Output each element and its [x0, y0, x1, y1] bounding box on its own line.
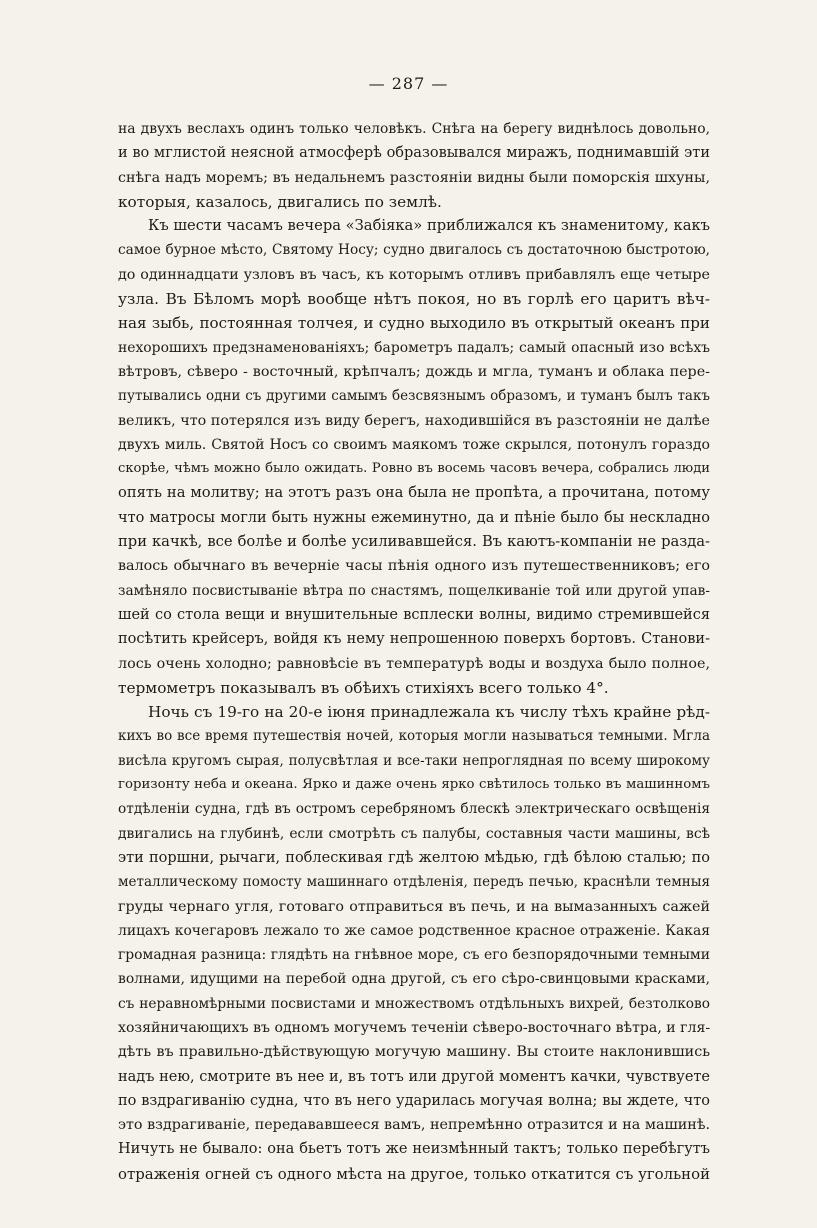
paragraph-start-line: Ночь съ 19-го на 20-е іюня принадлежала къ числу тѣхъ крайне рѣд- — [148, 703, 710, 722]
text-line — [118, 1186, 710, 1210]
text-line: шей со стола вещи и внушительные всплески волны, видимо стремившейся — [118, 606, 710, 623]
text-line: висѣла кругомъ сырая, полусвѣтлая и все-таки непроглядная по всему широкому — [118, 752, 710, 769]
text-line: по вздрагиванію судна, что въ него ударилась могучая волна; вы ждете, что — [118, 1092, 710, 1109]
text-line: волнами, идущими на перебой одна другой, съ его сѣро-свинцовыми красками, — [118, 971, 710, 988]
body-text — [118, 117, 710, 1210]
text-line: на двухъ веслахъ одинъ только человѣкъ. Снѣга на берегу виднѣлось довольно, — [118, 121, 710, 137]
text-line: замѣняло посвистываніе вѣтра по снастямъ, пощелкиваніе той или другой упав- — [118, 582, 710, 599]
text-line: валось обычнаго въ вечерніе часы пѣнія одного изъ путешественниковъ; его — [118, 558, 710, 575]
text-line: скорѣе, чѣмъ можно было ожидать. Ровно въ восемь часовъ вечера, собрались люди — [118, 461, 710, 477]
text-line: при качкѣ, все болѣе и болѣе усиливавшейся. Въ каютъ-компаніи не разда- — [118, 533, 710, 551]
text-line: ная зыбь, постоянная толчея, и судно выходило въ открытый океанъ при — [118, 314, 710, 333]
text-line: вѣтровъ, сѣверо - восточный, крѣпчалъ; дождь и мгла, туманъ и облака пере- — [118, 363, 710, 380]
text-line: съ неравномѣрными посвистами и множествомъ отдѣльныхъ вихрей, безтолково — [118, 995, 710, 1012]
text-line: эти поршни, рычаги, поблескивая гдѣ желтою мѣдью, гдѣ бѣлою сталью; по — [118, 849, 710, 866]
text-line: узла. Въ Бѣломъ морѣ вообще нѣтъ покоя, но въ горлѣ его царитъ вѣч- — [118, 290, 710, 309]
text-line: лось очень холодно; равновѣсіе въ температурѣ воды и воздуха было полное, — [118, 655, 710, 672]
text-line: термометръ показывалъ въ обѣихъ стихіяхъ всего только 4°. — [118, 678, 609, 697]
text-line: это вздрагиваніе, передававшееся вамъ, непремѣнно отразится и на машинѣ. — [118, 1117, 710, 1134]
text-line: металлическому помосту машиннаго отдѣленія, передъ печью, краснѣли темныя — [118, 874, 710, 891]
page-number: — 287 — — [368, 74, 449, 93]
text-line: дѣть въ правильно-дѣйствующую могучую машину. Вы стоите наклонившись — [118, 1044, 710, 1061]
text-line: и во мглистой неясной атмосферѣ образовывался миражъ, поднимавшій эти — [118, 145, 710, 162]
text-line: великъ, что потерялся изъ виду берегъ, находившійся въ разстояніи не далѣе — [118, 412, 710, 429]
text-line: что матросы могли быть нужны ежеминутно, да и пѣніе было бы нескладно — [118, 509, 710, 526]
text-line: груды чернаго угля, готоваго отправиться въ печь, и на вымазанныхъ сажей — [118, 898, 710, 915]
text-line: путывались одни съ другими самымъ безсвязнымъ образомъ, и туманъ былъ такъ — [118, 388, 710, 405]
text-line: хозяйничающихъ въ одномъ могучемъ теченіи сѣверо-восточнаго вѣтра, и гля- — [118, 1019, 710, 1036]
text-line: которыя, казалось, двигались по землѣ. — [118, 192, 442, 211]
text-line: отраженія огней съ одного мѣста на другое, только откатится съ угольной — [118, 1164, 710, 1183]
text-line: отдѣленіи судна, гдѣ въ остромъ серебряномъ блескѣ электрическаго освѣщенія — [118, 801, 710, 818]
text-line: лицахъ кочегаровъ лежало то же самое родственное красное отраженіе. Какая — [118, 922, 710, 939]
text-line: Ничуть не бывало: она бьетъ тотъ же неизмѣнный тактъ; только перебѣгутъ — [118, 1141, 710, 1158]
text-line: двигались на глубинѣ, если смотрѣть съ палубы, составныя части машины, всѣ — [118, 825, 710, 842]
text-line: опять на молитву; на этотъ разъ она была не пропѣта, а прочитана, потому — [118, 484, 710, 502]
text-line: громадная разница: глядѣть на гнѣвное море, съ его безпорядочными темными — [118, 947, 710, 964]
text-line: снѣга надъ моремъ; въ недальнемъ разстояніи видны были поморскія шхуны, — [118, 169, 710, 186]
text-line: самое бурное мѣсто, Святому Носу; судно двигалось съ достаточною быстротою, — [118, 242, 710, 259]
text-line: до одиннадцати узловъ въ часъ, къ которымъ отливъ прибавлялъ еще четыре — [118, 266, 710, 283]
text-line: нехорошихъ предзнаменованіяхъ; барометръ падалъ; самый опасный изо всѣхъ — [118, 339, 710, 356]
text-line: надъ нею, смотрите въ нее и, въ тотъ или другой моментъ качки, чувствуете — [118, 1068, 710, 1085]
text-line: посѣтить крейсеръ, войдя къ нему непрошенною поверхъ бортовъ. Станови- — [118, 631, 710, 648]
text-line: кихъ во все время путешествія ночей, которыя могли называться темными. Мгла — [118, 728, 710, 745]
paragraph-start-line: Къ шести часамъ вечера «Забіяка» приближался къ знаменитому, какъ — [148, 217, 710, 235]
text-line: двухъ миль. Святой Носъ со своимъ маякомъ тоже скрылся, потонулъ гораздо — [118, 436, 710, 453]
text-line: горизонту неба и океана. Ярко и даже очень ярко свѣтилось только въ машинномъ — [118, 777, 710, 793]
